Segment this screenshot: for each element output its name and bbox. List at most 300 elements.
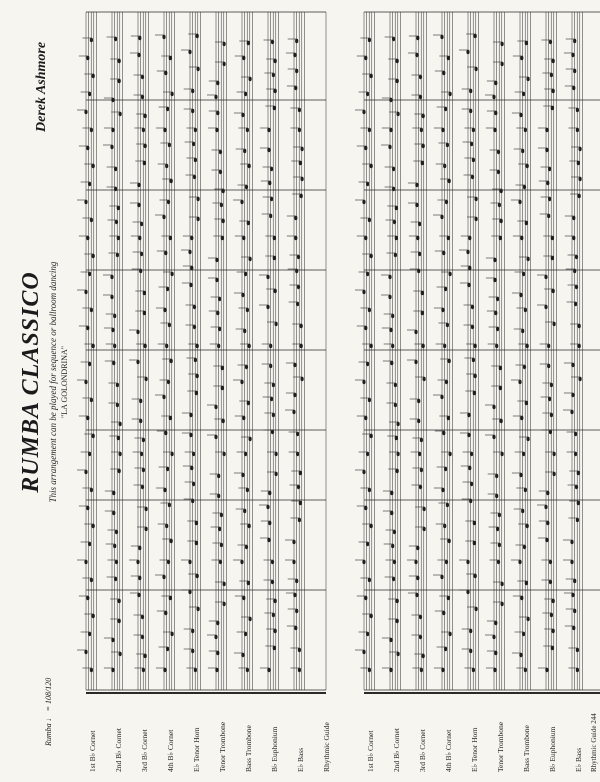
note: [272, 383, 275, 387]
note: [547, 364, 550, 368]
note: [193, 175, 196, 179]
note: [492, 405, 495, 409]
note: [216, 621, 219, 625]
note: [136, 560, 139, 564]
note: [192, 482, 195, 486]
note: [468, 466, 471, 470]
note: [393, 220, 396, 224]
note: [268, 181, 271, 185]
note: [110, 275, 113, 279]
note: [86, 416, 89, 420]
note: [522, 632, 525, 636]
note: [415, 53, 418, 57]
note: [446, 323, 449, 327]
note: [214, 405, 217, 409]
note: [469, 89, 472, 93]
note: [527, 617, 530, 621]
note: [88, 362, 91, 366]
note: [362, 110, 365, 114]
note: [92, 74, 95, 78]
note: [116, 403, 119, 407]
note: [501, 582, 504, 586]
note: [552, 89, 555, 93]
note: [501, 62, 504, 66]
note: [393, 530, 396, 534]
note: [501, 602, 504, 606]
note: [244, 92, 247, 96]
note: [222, 189, 225, 193]
note: [194, 668, 197, 672]
note: [443, 344, 446, 348]
note: [140, 252, 143, 256]
note: [269, 214, 272, 218]
note: [300, 344, 303, 348]
note: [223, 602, 226, 606]
note: [197, 67, 200, 71]
note: [470, 452, 473, 456]
note: [191, 629, 194, 633]
note: [388, 295, 391, 299]
note: [545, 668, 548, 672]
note: [139, 269, 142, 273]
note: [551, 106, 554, 110]
note: [299, 161, 302, 165]
note: [449, 92, 452, 96]
note: [492, 95, 495, 99]
note: [364, 236, 367, 240]
note: [137, 203, 140, 207]
note: [475, 217, 478, 221]
note: [362, 470, 365, 474]
note: [293, 363, 296, 367]
note: [390, 511, 393, 515]
note: [240, 380, 243, 384]
note: [579, 147, 582, 151]
note: [247, 401, 250, 405]
note: [471, 305, 474, 309]
note: [139, 419, 142, 423]
note: [197, 197, 200, 201]
note: [442, 71, 445, 75]
note: [188, 250, 191, 254]
sys1-inst-10: Rhythmic Guide: [322, 722, 331, 772]
note: [494, 311, 497, 315]
note: [218, 327, 221, 331]
note: [115, 530, 118, 534]
sys1-inst-7: Bass Trombone: [244, 725, 253, 772]
note: [444, 287, 447, 291]
note: [416, 546, 419, 550]
note: [466, 250, 469, 254]
note: [90, 578, 93, 582]
note: [397, 452, 400, 456]
note: [577, 161, 580, 165]
note: [245, 365, 248, 369]
note: [524, 668, 527, 672]
note: [368, 308, 371, 312]
note: [86, 146, 89, 150]
note: [440, 35, 443, 39]
note: [524, 488, 527, 492]
note: [573, 579, 576, 583]
note: [298, 518, 301, 522]
note: [84, 290, 87, 294]
note: [214, 435, 217, 439]
note: [118, 79, 121, 83]
note: [492, 635, 495, 639]
note: [223, 582, 226, 586]
sys1-inst-2: 2nd B♭ Cornet: [114, 728, 123, 772]
note: [392, 167, 395, 171]
note: [552, 289, 555, 293]
note: [473, 391, 476, 395]
note: [468, 236, 471, 240]
note: [493, 128, 496, 132]
note: [170, 179, 173, 183]
note: [421, 291, 424, 295]
note: [392, 187, 395, 191]
note: [392, 37, 395, 41]
note: [414, 360, 417, 364]
note: [140, 222, 143, 226]
note: [169, 236, 172, 240]
note: [416, 36, 419, 40]
note: [275, 472, 278, 476]
note: [469, 649, 472, 653]
note: [368, 668, 371, 672]
note: [163, 488, 166, 492]
note: [579, 377, 582, 381]
note: [216, 111, 219, 115]
note: [498, 203, 501, 207]
note: [572, 626, 575, 630]
note: [90, 38, 93, 42]
note: [219, 170, 222, 174]
note: [551, 256, 554, 260]
note: [445, 200, 448, 204]
tune-name: "LA GOLONDRINA": [60, 345, 69, 419]
note: [166, 647, 169, 651]
note: [299, 501, 302, 505]
note: [144, 114, 147, 118]
note: [573, 69, 576, 73]
note: [301, 177, 304, 181]
note: [271, 40, 274, 44]
note: [552, 629, 555, 633]
note: [364, 146, 367, 150]
note: [84, 200, 87, 204]
note: [196, 34, 199, 38]
note: [572, 216, 575, 220]
note: [171, 272, 174, 276]
note: [366, 632, 369, 636]
note: [240, 200, 243, 204]
note: [396, 59, 399, 63]
note: [553, 322, 556, 326]
note: [396, 599, 399, 603]
note: [273, 256, 276, 260]
note: [188, 50, 191, 54]
note: [299, 471, 302, 475]
note: [240, 560, 243, 564]
note: [416, 576, 419, 580]
note: [273, 646, 276, 650]
note: [417, 269, 420, 273]
note: [191, 649, 194, 653]
note: [92, 254, 95, 258]
note: [420, 128, 423, 132]
note: [162, 575, 165, 579]
note: [142, 128, 145, 132]
note: [549, 40, 552, 44]
note: [547, 344, 550, 348]
note: [440, 395, 443, 399]
note: [92, 614, 95, 618]
note: [544, 305, 547, 309]
note: [84, 560, 87, 564]
note: [544, 505, 547, 509]
note: [195, 541, 198, 545]
note: [112, 491, 115, 495]
note: [423, 527, 426, 531]
note: [242, 236, 245, 240]
note: [300, 324, 303, 328]
note: [88, 542, 91, 546]
note: [500, 419, 503, 423]
note: [423, 507, 426, 511]
note: [118, 619, 121, 623]
note: [88, 632, 91, 636]
note: [164, 71, 167, 75]
note: [295, 579, 298, 583]
note: [494, 651, 497, 655]
note: [169, 596, 172, 600]
note: [552, 59, 555, 63]
sys1-inst-9: E♭ Bass: [296, 747, 305, 772]
note: [549, 430, 552, 434]
note: [115, 220, 118, 224]
note: [191, 109, 194, 113]
note: [546, 491, 549, 495]
note: [242, 596, 245, 600]
note: [86, 596, 89, 600]
note: [472, 128, 475, 132]
note: [550, 413, 553, 417]
note: [391, 344, 394, 348]
note: [364, 326, 367, 330]
note: [189, 413, 192, 417]
note: [447, 416, 450, 420]
note: [273, 106, 276, 110]
note: [522, 452, 525, 456]
note: [189, 283, 192, 287]
note: [297, 255, 300, 259]
note: [169, 416, 172, 420]
note: [196, 574, 199, 578]
note: [164, 611, 167, 615]
note: [92, 524, 95, 528]
note: [446, 503, 449, 507]
note: [500, 189, 503, 193]
sys2-inst-8: B♭ Euphonium: [548, 726, 557, 772]
note: [446, 143, 449, 147]
note: [220, 543, 223, 547]
note: [574, 432, 577, 436]
note: [525, 401, 528, 405]
note: [415, 183, 418, 187]
note: [573, 39, 576, 43]
note: [578, 344, 581, 348]
note: [244, 272, 247, 276]
note: [119, 422, 122, 426]
note: [113, 344, 116, 348]
sys1-inst-4: 4th B♭ Cornet: [166, 729, 175, 772]
note: [523, 185, 526, 189]
note: [469, 109, 472, 113]
note: [274, 89, 277, 93]
note: [241, 473, 244, 477]
note: [422, 654, 425, 658]
note: [447, 596, 450, 600]
note: [466, 50, 469, 54]
note: [269, 364, 272, 368]
note: [576, 648, 579, 652]
note: [119, 652, 122, 656]
note: [218, 527, 221, 531]
note: [474, 34, 477, 38]
note: [419, 75, 422, 79]
note: [370, 614, 373, 618]
note: [518, 200, 521, 204]
note: [141, 635, 144, 639]
note: [368, 218, 371, 222]
note: [473, 521, 476, 525]
note: [395, 436, 398, 440]
note: [389, 668, 392, 672]
note: [390, 491, 393, 495]
note: [266, 305, 269, 309]
note: [272, 613, 275, 617]
note: [495, 474, 498, 478]
note: [273, 236, 276, 240]
note: [88, 92, 91, 96]
note: [294, 216, 297, 220]
note: [550, 73, 553, 77]
note: [551, 646, 554, 650]
note: [145, 527, 148, 531]
note: [142, 668, 145, 672]
note: [521, 329, 524, 333]
note: [111, 638, 114, 642]
note: [162, 35, 165, 39]
note: [119, 112, 122, 116]
note: [416, 236, 419, 240]
note: [391, 544, 394, 548]
note: [118, 599, 121, 603]
note: [188, 590, 191, 594]
note: [221, 386, 224, 390]
note: [525, 581, 528, 585]
note: [244, 452, 247, 456]
note: [141, 95, 144, 99]
note: [396, 619, 399, 623]
note: [191, 89, 194, 93]
note: [469, 629, 472, 633]
note: [493, 668, 496, 672]
note: [423, 377, 426, 381]
note: [366, 182, 369, 186]
note: [214, 95, 217, 99]
note: [136, 330, 139, 334]
note: [521, 149, 524, 153]
note: [197, 607, 200, 611]
note: [165, 164, 168, 168]
note: [88, 272, 91, 276]
note: [192, 452, 195, 456]
note: [223, 452, 226, 456]
note: [292, 410, 295, 414]
note: [545, 148, 548, 152]
note: [241, 653, 244, 657]
note: [294, 86, 297, 90]
note: [266, 505, 269, 509]
note: [573, 609, 576, 613]
note: [84, 650, 87, 654]
note: [577, 501, 580, 505]
note: [215, 278, 218, 282]
note: [545, 128, 548, 132]
note: [494, 81, 497, 85]
note: [267, 538, 270, 542]
note: [419, 95, 422, 99]
note: [86, 236, 89, 240]
note: [524, 128, 527, 132]
note: [370, 344, 373, 348]
note: [444, 107, 447, 111]
note: [368, 578, 371, 582]
note: [275, 452, 278, 456]
note: [519, 113, 522, 117]
note: [216, 651, 219, 655]
note: [571, 393, 574, 397]
note: [162, 395, 165, 399]
note: [298, 648, 301, 652]
note: [165, 524, 168, 528]
note: [544, 275, 547, 279]
note: [301, 377, 304, 381]
note: [113, 544, 116, 548]
note: [247, 41, 250, 45]
note: [215, 258, 218, 262]
note: [418, 252, 421, 256]
note: [144, 654, 147, 658]
note: [295, 269, 298, 273]
note: [245, 185, 248, 189]
note: [551, 236, 554, 240]
note: [440, 215, 443, 219]
note: [519, 653, 522, 657]
note: [570, 540, 573, 544]
note: [394, 253, 397, 257]
note: [522, 272, 525, 276]
note: [364, 506, 367, 510]
note: [216, 311, 219, 315]
note: [394, 383, 397, 387]
note: [527, 437, 530, 441]
note: [390, 361, 393, 365]
note: [166, 467, 169, 471]
sys1-inst-8: B♭ Euphonium: [270, 726, 279, 772]
